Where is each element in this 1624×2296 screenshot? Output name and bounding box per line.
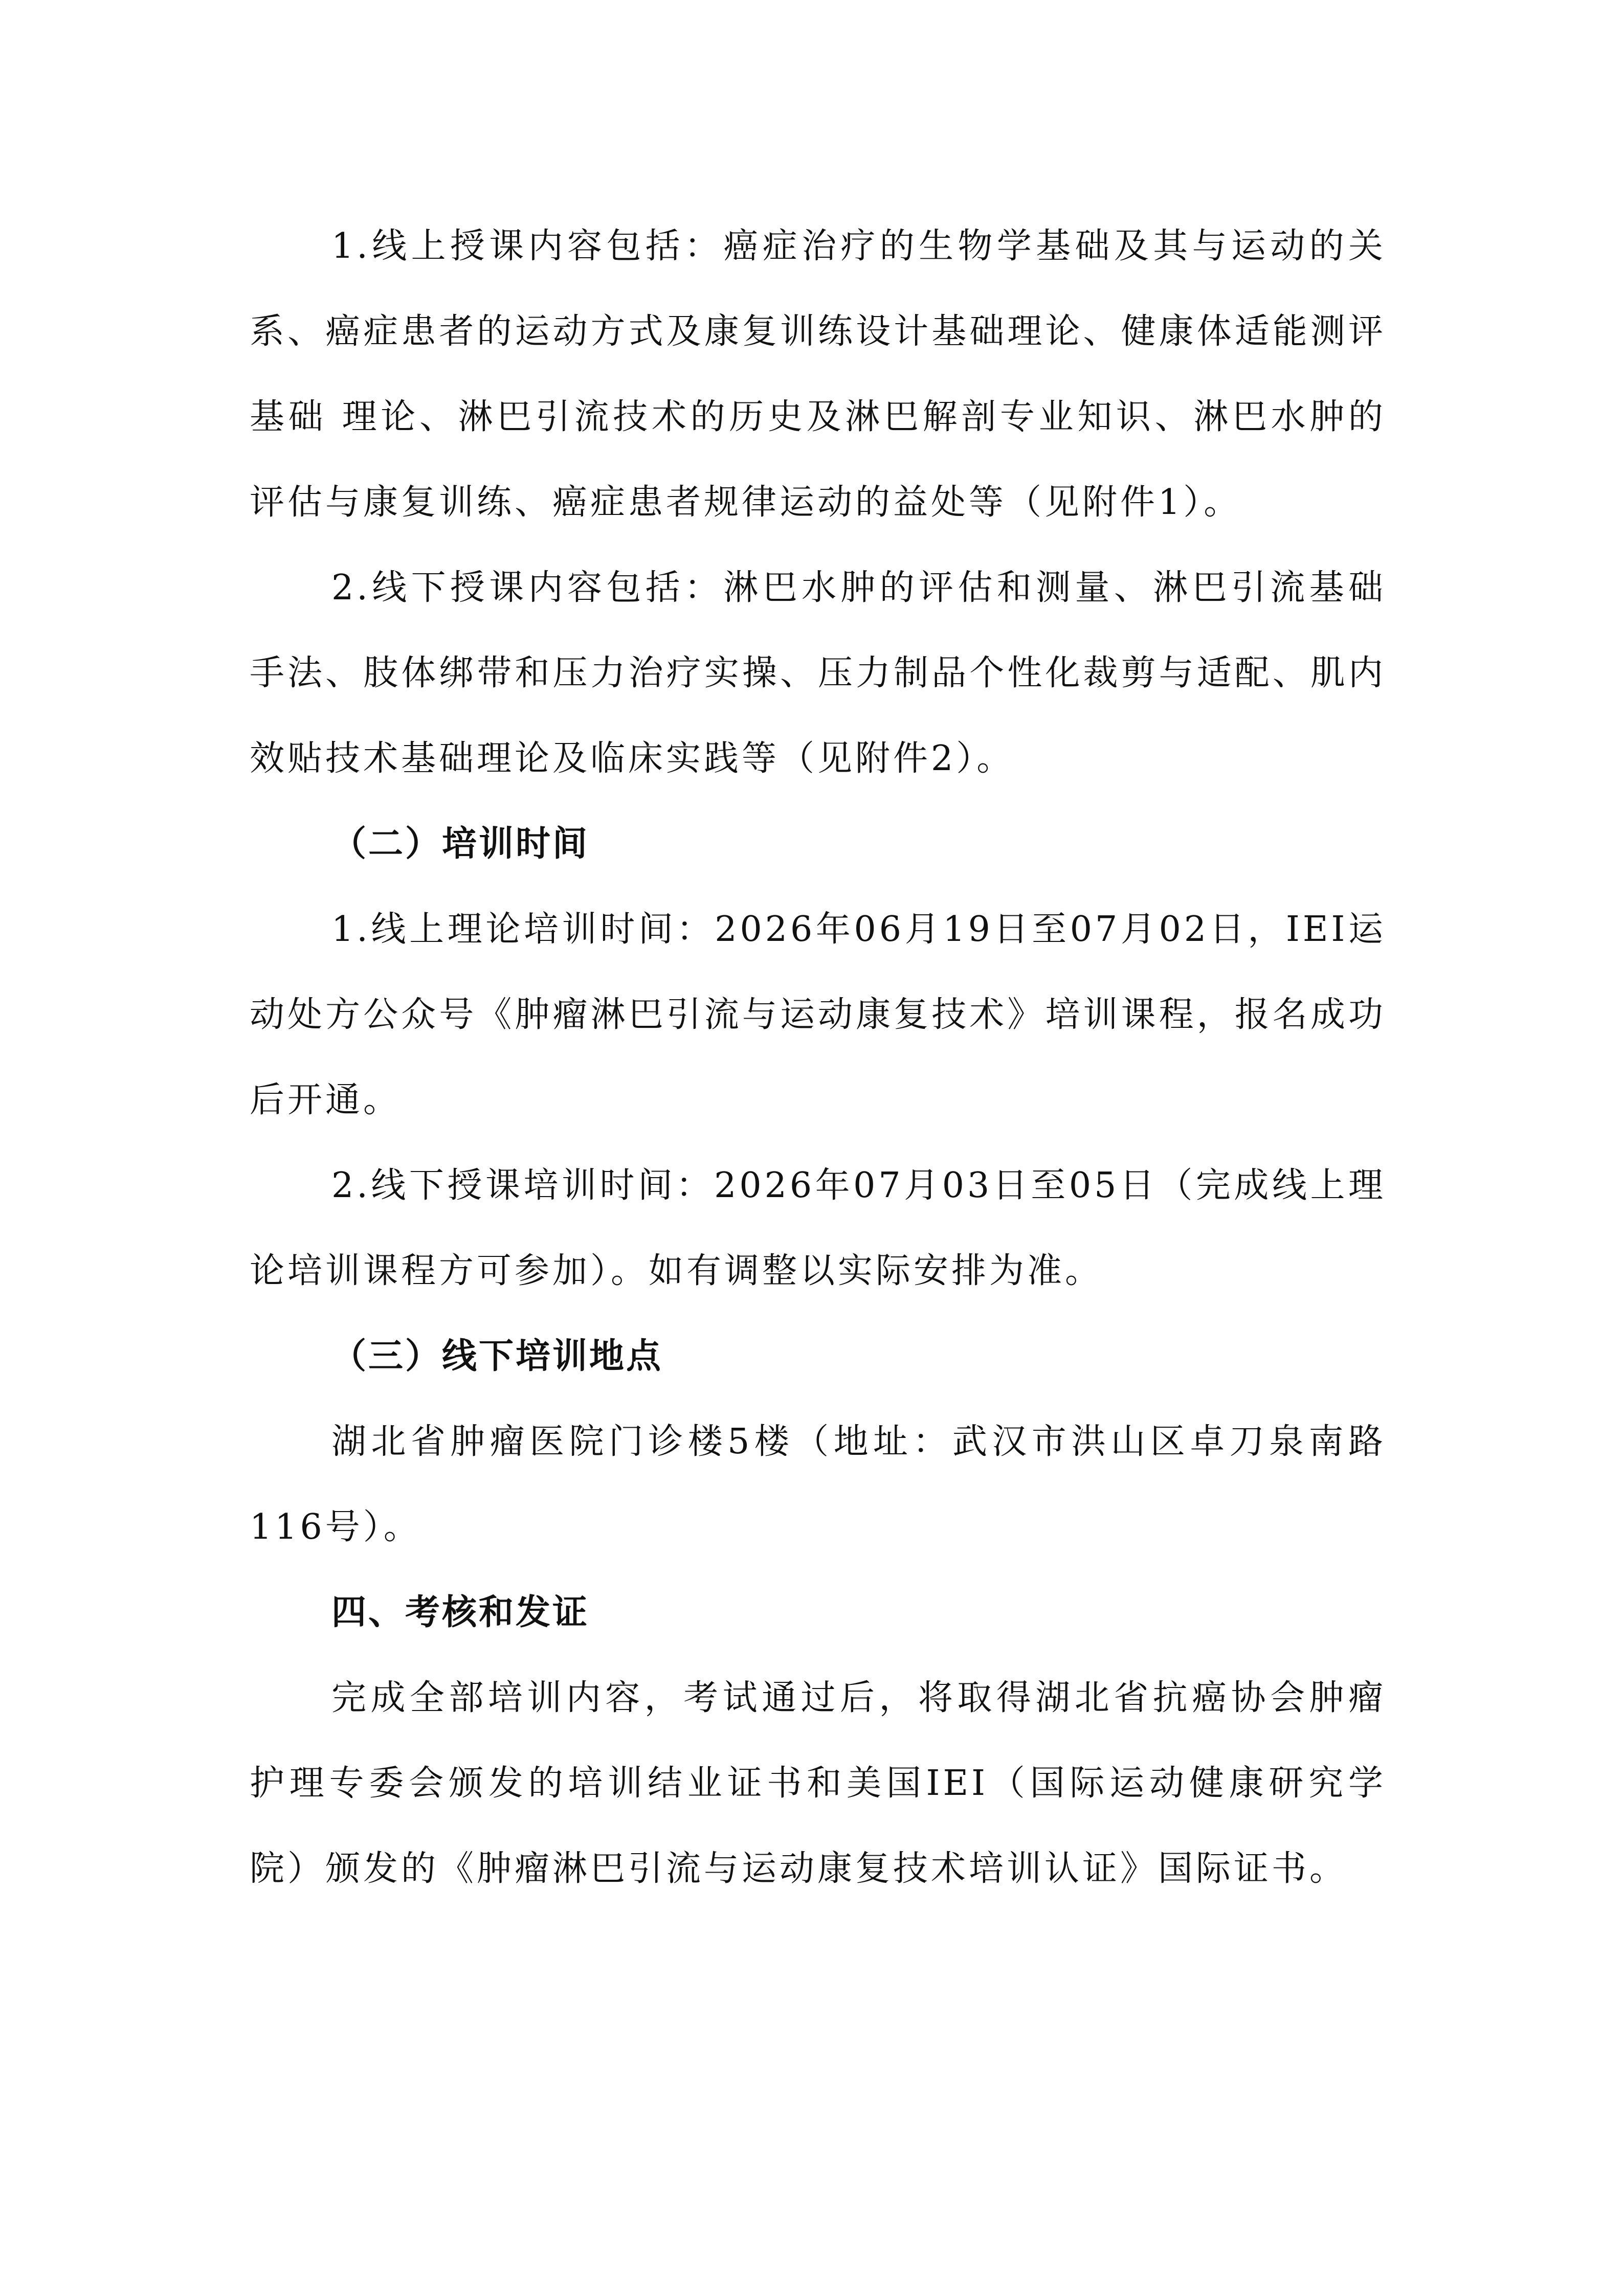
paragraph-online-training-time: 1.线上理论培训时间：2026年06月19日至07月02日，IEI运动处方公众号《肿瘤淋巴引流与运动康复技术》培训课程，报名成功后开通。 bbox=[250, 909, 1386, 1120]
paragraph-training-location: 湖北省肿瘤医院门诊楼5楼（地址：武汉市洪山区卓刀泉南路116号）。 bbox=[250, 1422, 1386, 1547]
paragraph-offline-course-content: 2.线下授课内容包括：淋巴水肿的评估和测量、淋巴引流基础手法、肢体绑带和压力治疗实操、压力制品个性化裁剪与适配、肌内效贴技术基础理论及临床实践等（见附件2）。 bbox=[250, 568, 1386, 779]
heading-assessment-certification: 四、考核和发证 bbox=[331, 1592, 590, 1633]
paragraph-certificate: 完成全部培训内容，考试通过后，将取得湖北省抗癌协会肿瘤护理专委会颁发的培训结业证书和美国IEI（国际运动健康研究学院）颁发的《肿瘤淋巴引流与运动康复技术培训认证》国际证书。 bbox=[250, 1678, 1386, 1889]
paragraph-offline-training-time: 2.线下授课培训时间：2026年07月03日至05日（完成线上理论培训课程方可参加）。如有调整以实际安排为准。 bbox=[250, 1165, 1386, 1291]
paragraph-online-course-content: 1.线上授课内容包括：癌症治疗的生物学基础及其与运动的关系、癌症患者的运动方式及康复训练设计基础理论、健康体适能测评基础 理论、淋巴引流技术的历史及淋巴解剖专业知识、淋巴水肿的评估与康复训练、癌症患者规律运动的益处等（见附件1）。 bbox=[250, 226, 1386, 523]
heading-training-location: （三）线下培训地点 bbox=[331, 1336, 663, 1377]
document-body bbox=[250, 204, 1386, 1911]
heading-training-time: （二）培训时间 bbox=[331, 824, 590, 864]
